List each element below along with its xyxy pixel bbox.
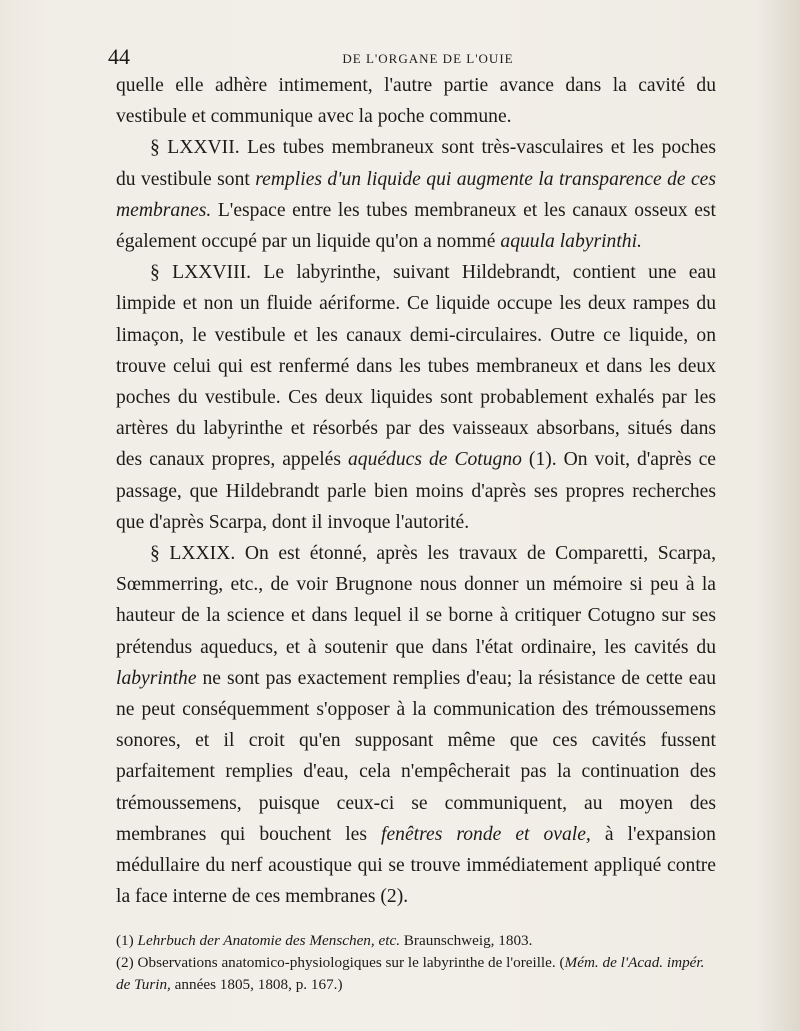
text-run: à l'expansion médullaire du nerf acoustique qui se trouve immédiatement appliqué contre la face interne de ces membranes (2). — [116, 823, 716, 908]
text-run: § LXXVIII. Le labyrinthe, suivant Hildebrandt, contient une eau limpide et non un fluide aériforme. Ce liquide occupe les deux rampes du limaçon, le vestibule et les canaux demi-circulaires. Outre ce liquide, on trouve celui qui est renfermé dans les tubes membraneux et dans les deux poches du vestibule. Ces deux liquides sont probablement exhalés par les artères du labyrinthe et résorbés par des vaisseaux absorbans, situés dans des canaux propres, appelés — [116, 262, 716, 471]
paragraph-lxxviii — [116, 257, 716, 538]
italic-run: aquéducs de Cotugno — [347, 449, 522, 471]
italic-run: aquula labyrinthi. — [500, 231, 642, 253]
italic-run: Mém. de l'Acad. impér. de Turin, — [116, 954, 705, 993]
paragraph-lxxvii — [116, 132, 716, 257]
text-run: § LXXVII. Les tubes membraneux sont très-vasculaires et les poches du vestibule sont — [116, 137, 716, 190]
paragraph-lxxix — [116, 538, 716, 912]
page-number: 44 — [108, 44, 130, 69]
italic-run: labyrinthe — [116, 667, 197, 689]
italic-run: fenêtres ronde et ovale, — [381, 823, 591, 845]
text-run: quelle elle adhère intimement, l'autre partie avance dans la cavité du vestibule et communique avec la poche commune. — [116, 75, 716, 128]
text-run: Braunschweig, 1803. — [400, 932, 533, 949]
page-spine-shadow — [758, 0, 800, 1031]
running-title: DE L'ORGANE DE L'OUIE — [342, 51, 514, 66]
text-run: (1). On voit, d'après ce passage, que Hildebrandt parle bien moins d'après ses propres recherches que d'après Scarpa, dont il invoque l'autorité. — [116, 449, 717, 533]
footnote-marker: (1) — [116, 932, 138, 949]
italic-run: Lehrbuch der Anatomie des Menschen, etc. — [137, 932, 400, 949]
body-text — [116, 70, 716, 912]
text-run: années 1805, 1808, p. 167.) — [170, 976, 343, 993]
text-run: § LXXIX. On est étonné, après les travaux de Comparetti, Scarpa, Sœmmerring, etc., de voir Brugnone nous donner un mémoire si peu à la hauteur de la science et dans lequel il se borne à critiquer Cotugno sur ses prétendus aqueducs, et à soutenir que dans l'état ordinaire, les cavités du — [116, 543, 716, 658]
text-run: (2) Observations anatomico-physiologiques sur le labyrinthe de l'oreille. ( — [116, 954, 565, 971]
paragraph-continuation — [116, 70, 716, 132]
italic-run: remplies d'un liquide qui augmente la transparence de ces membranes. — [116, 168, 716, 221]
text-run: ne sont pas exactement remplies d'eau; la résistance de cette eau ne peut conséquemment s'opposer à la communication des trémoussemens sonores, et il croit qu'en supposant même que ces cavités fussent parfaitement remplies d'eau, cela n'empêcherait pas la continuation des trémoussemens, puisque ceux-ci se communiquent, au moyen des membranes qui bouchent les — [116, 667, 716, 845]
text-run: L'espace entre les tubes membraneux et les canaux osseux est également occupé par un liquide qu'on a nommé — [116, 199, 716, 253]
footnote-2 — [116, 952, 716, 996]
footnote-1 — [116, 930, 716, 952]
footnotes — [116, 930, 716, 996]
